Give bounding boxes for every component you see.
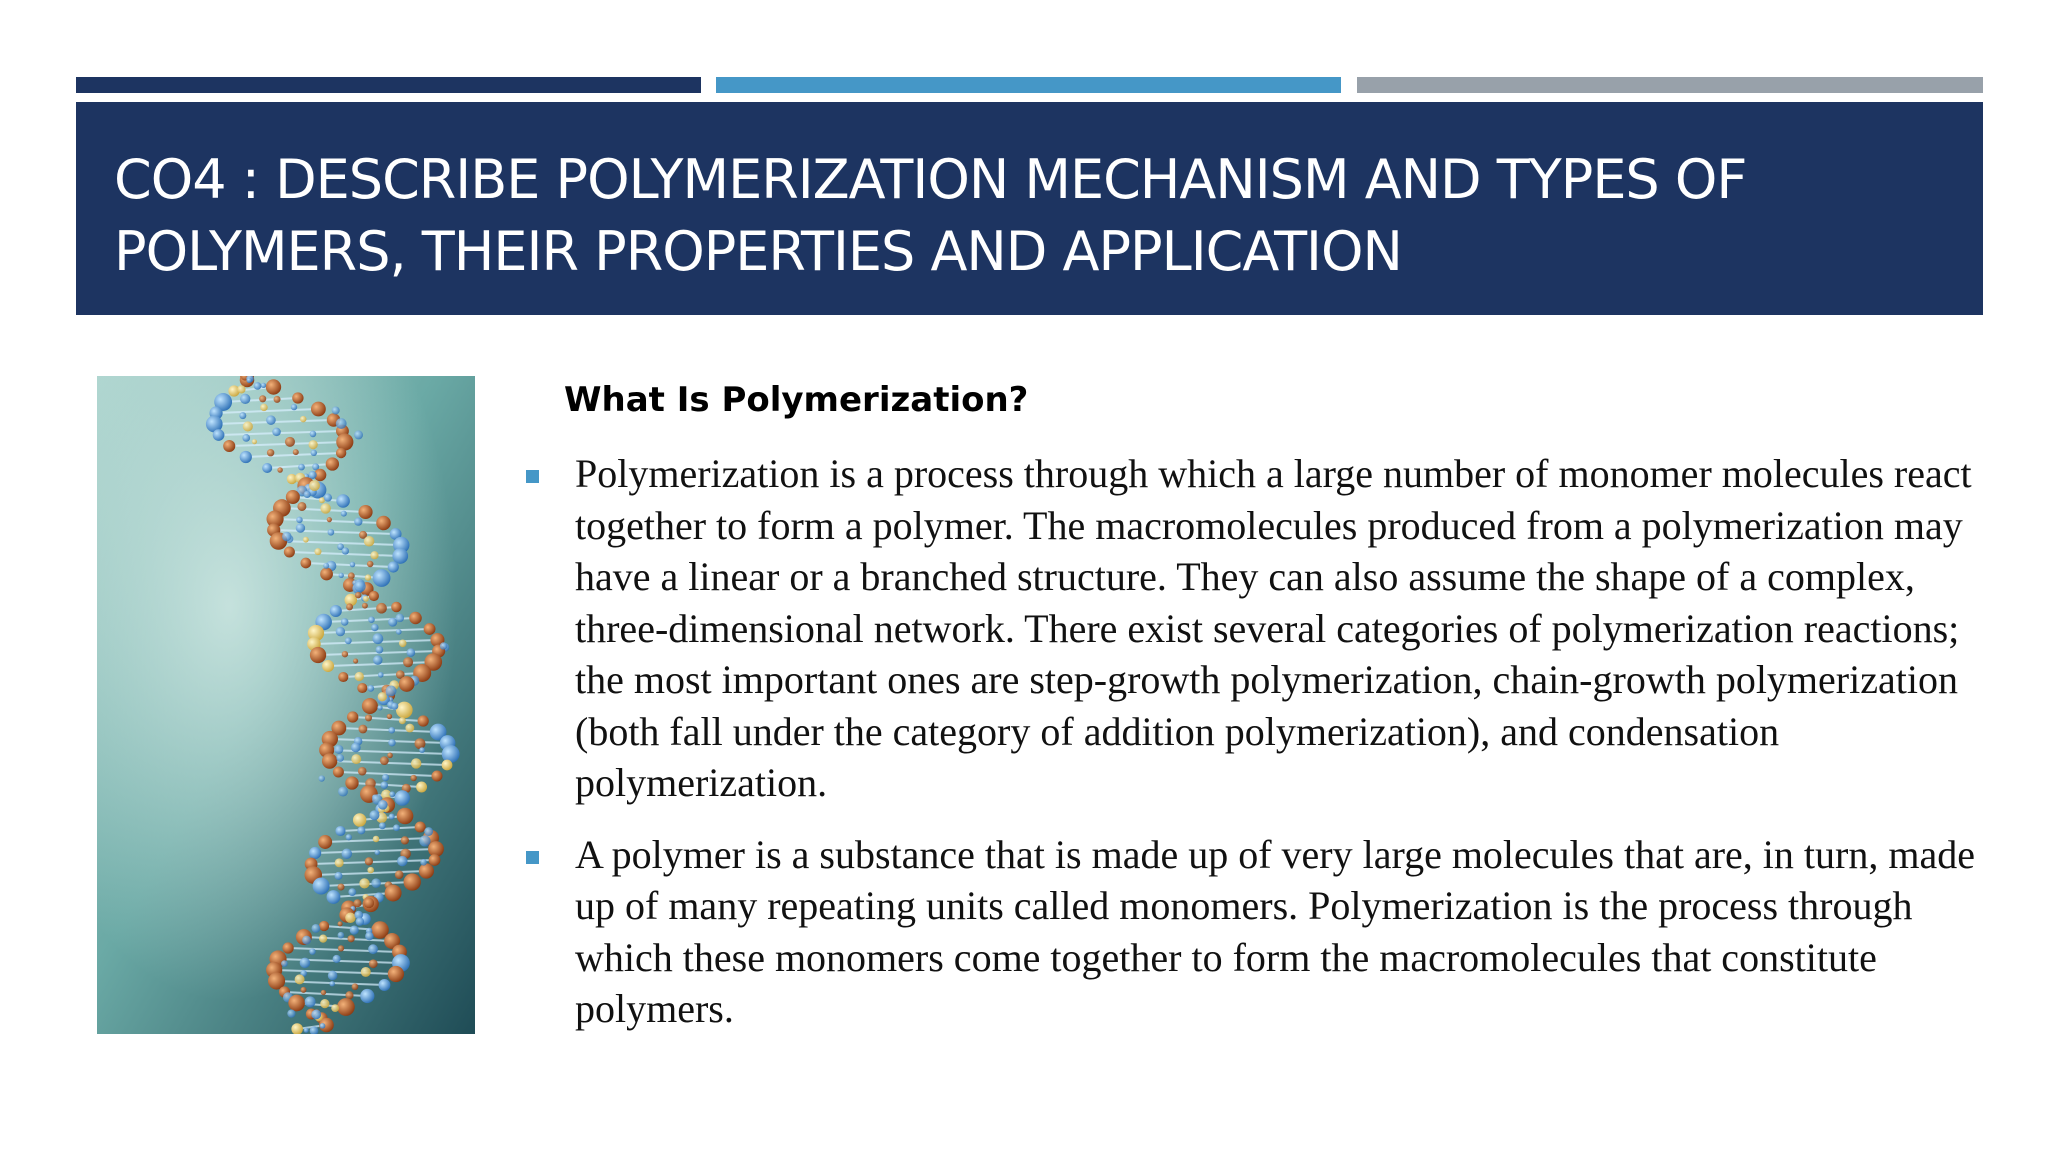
bullet-list — [520, 448, 1990, 1055]
dna-helix-molecule-image — [97, 376, 475, 1034]
subheading: What Is Polymerization? — [564, 380, 1029, 420]
slide-title: CO4 : DESCRIBE POLYMERIZATION MECHANISM AND TYPES OF POLYMERS, THEIR PROPERTIES AND APPLICATION — [114, 148, 1747, 283]
square-bullet-icon — [526, 470, 539, 483]
accent-bar-navy — [76, 77, 701, 93]
square-bullet-icon — [526, 851, 539, 864]
bullet-text: A polymer is a substance that is made up of very large molecules that are, in turn, made up of many repeating units called monomers. Polymerization is the process through which these monomers come together to form the macromolecules that constitute polymers. — [575, 831, 1975, 1031]
bullet-item — [520, 448, 1990, 809]
accent-bar-gray — [1357, 77, 1983, 93]
title-band — [76, 102, 1983, 315]
bullet-text: Polymerization is a process through which a large number of monomer molecules react together to form a polymer. The macromolecules produced from a polymerization may have a linear or a branched structure. They can also assume the shape of a complex, three-dimensional network. There exist several categories of polymerization reactions; the most important ones are step-growth polymerization, chain-growth polymerization (both fall under the category of addition polymerization), and condensation polymerization. — [575, 451, 1972, 805]
bullet-item — [520, 829, 1990, 1035]
accent-bar-blue — [716, 77, 1341, 93]
